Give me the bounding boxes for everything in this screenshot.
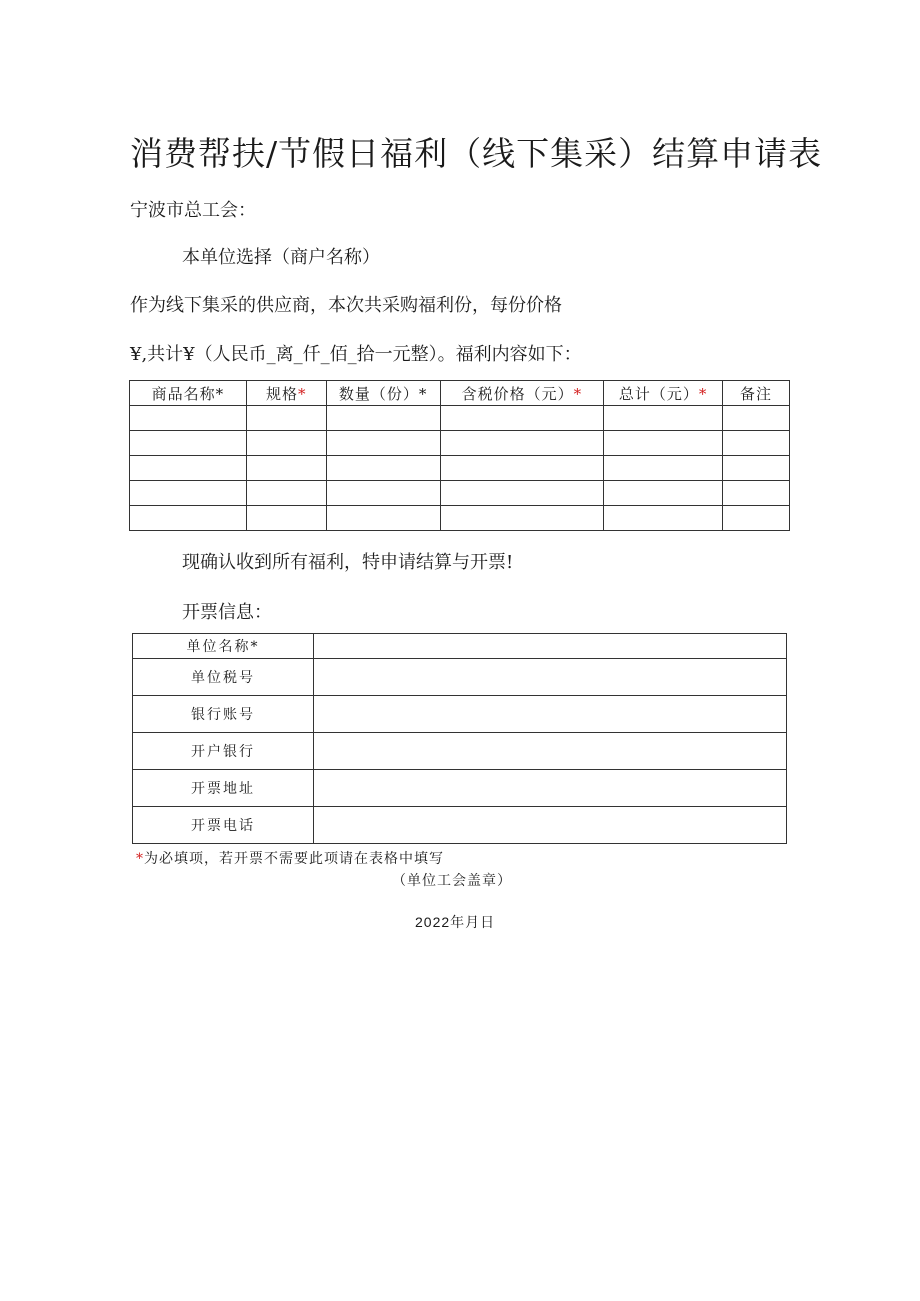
table-row: [133, 696, 787, 733]
goods-cell[interactable]: [604, 456, 723, 481]
table-row: [130, 456, 790, 481]
goods-header-cell: [604, 381, 723, 406]
header-label: 含税价格（元）: [461, 384, 574, 403]
goods-cell[interactable]: [246, 481, 326, 506]
invoice-label: 开户银行: [133, 733, 314, 770]
required-note: [136, 848, 444, 868]
merchant-line: 本单位选择（商户名称）: [182, 247, 380, 268]
goods-cell[interactable]: [723, 506, 790, 531]
date-line: 2022年月日: [415, 914, 496, 930]
header-label: 备注: [740, 384, 773, 403]
required-star: *: [573, 384, 583, 403]
goods-cell[interactable]: [246, 506, 326, 531]
invoice-value-field[interactable]: [314, 733, 787, 770]
recipient-line: 宁波市总工会：: [130, 200, 256, 221]
goods-cell[interactable]: [440, 506, 604, 531]
goods-cell[interactable]: [130, 506, 247, 531]
invoice-table: [132, 633, 787, 844]
goods-cell[interactable]: [723, 406, 790, 431]
goods-cell[interactable]: [604, 406, 723, 431]
required-star: *: [297, 384, 307, 403]
table-row: [133, 807, 787, 844]
required-star: *: [136, 851, 144, 867]
table-row: [130, 481, 790, 506]
required-star: *: [698, 384, 708, 403]
invoice-label: 开票电话: [133, 807, 314, 844]
goods-cell[interactable]: [723, 431, 790, 456]
goods-cell[interactable]: [130, 406, 247, 431]
goods-header-cell: [723, 381, 790, 406]
required-star: *: [215, 384, 225, 403]
goods-cell[interactable]: [246, 431, 326, 456]
goods-header-cell: [440, 381, 604, 406]
goods-header-cell: [246, 381, 326, 406]
goods-cell[interactable]: [440, 406, 604, 431]
goods-cell[interactable]: [326, 481, 440, 506]
header-label: 数量（份）: [338, 384, 419, 403]
invoice-value-field[interactable]: [314, 807, 787, 844]
invoice-label: 银行账号: [133, 696, 314, 733]
invoice-label: 开票地址: [133, 770, 314, 807]
purchase-line: 作为线下集采的供应商，本次共采购福利份，每份价格: [130, 295, 562, 316]
goods-cell[interactable]: [246, 456, 326, 481]
header-label: 商品名称: [151, 384, 216, 403]
goods-cell[interactable]: [604, 506, 723, 531]
invoice-value-field[interactable]: [314, 634, 787, 659]
table-row: [133, 770, 787, 807]
table-row: [130, 406, 790, 431]
goods-cell[interactable]: [326, 406, 440, 431]
header-label: 总计（元）: [618, 384, 699, 403]
goods-cell[interactable]: [723, 481, 790, 506]
amount-line: ¥,共计¥（人民币_离_仟_佰_拾一元整）。福利内容如下：: [130, 344, 582, 365]
header-label: 规格: [265, 384, 298, 403]
invoice-label: 单位税号: [133, 659, 314, 696]
table-row: [133, 634, 787, 659]
goods-cell[interactable]: [326, 456, 440, 481]
required-note-text: 为必填项，若开票不需要此项请在表格中填写: [144, 851, 444, 867]
table-row: [130, 506, 790, 531]
invoice-heading: 开票信息：: [182, 602, 272, 623]
table-row: [133, 733, 787, 770]
goods-cell[interactable]: [326, 431, 440, 456]
goods-cell[interactable]: [326, 506, 440, 531]
required-star: *: [418, 384, 428, 403]
goods-cell[interactable]: [440, 456, 604, 481]
goods-cell[interactable]: [440, 481, 604, 506]
page-title: 消费帮扶/节假日福利（线下集采）结算申请表: [130, 134, 823, 173]
goods-cell[interactable]: [130, 481, 247, 506]
goods-cell[interactable]: [130, 431, 247, 456]
confirm-line: 现确认收到所有福利，特申请结算与开票!: [182, 552, 514, 573]
goods-header-cell: [130, 381, 247, 406]
goods-header-cell: [326, 381, 440, 406]
invoice-value-field[interactable]: [314, 659, 787, 696]
goods-cell[interactable]: [604, 481, 723, 506]
table-row: [133, 659, 787, 696]
table-row: [130, 431, 790, 456]
goods-cell[interactable]: [246, 406, 326, 431]
goods-cell[interactable]: [130, 456, 247, 481]
invoice-value-field[interactable]: [314, 770, 787, 807]
goods-table: [129, 380, 790, 531]
invoice-value-field[interactable]: [314, 696, 787, 733]
goods-cell[interactable]: [723, 456, 790, 481]
invoice-label: 单位名称*: [133, 634, 314, 659]
goods-cell[interactable]: [440, 431, 604, 456]
seal-line: （单位工会盖章）: [392, 873, 512, 889]
goods-cell[interactable]: [604, 431, 723, 456]
